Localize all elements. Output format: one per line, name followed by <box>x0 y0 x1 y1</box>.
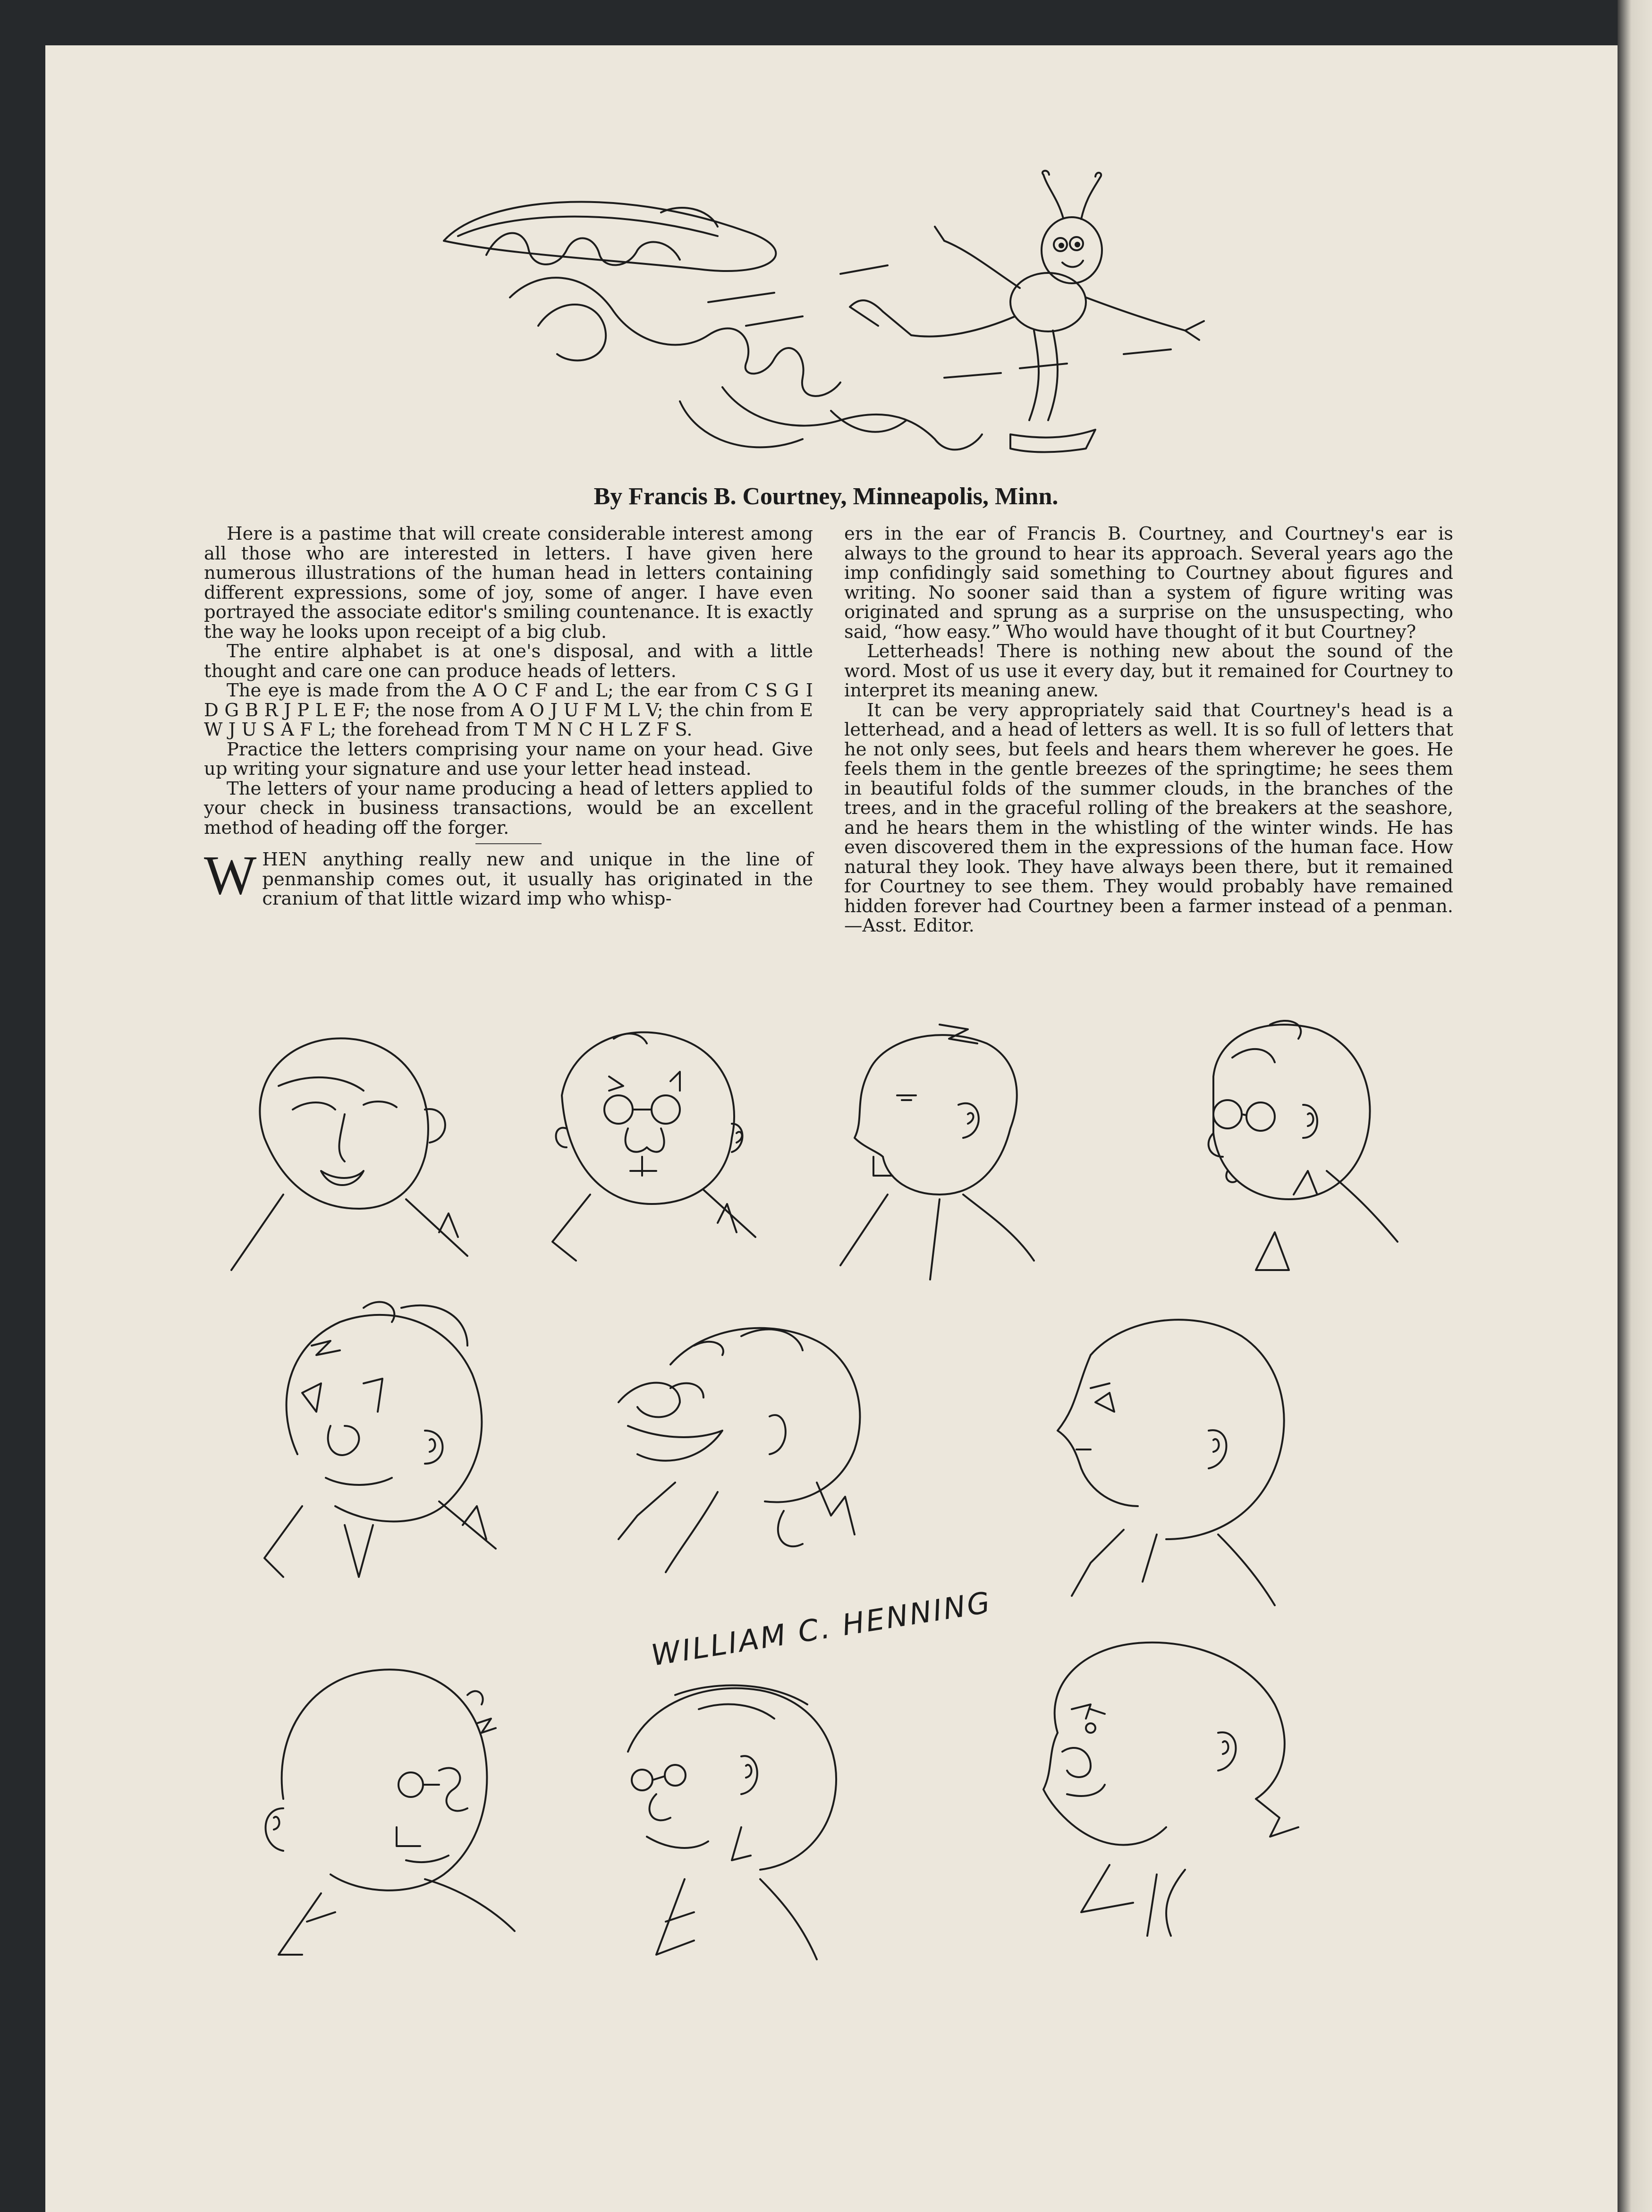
section-divider <box>475 843 542 844</box>
paragraph: The eye is made from the A O C F and L; the ear from C S G I D G B R J P L E F; the nose from A O J U F M L V; the chin from E W J U S A F L; the forehead from T M N C H L Z F S. <box>204 680 813 740</box>
letter-heads-illustrations <box>203 1015 1478 2077</box>
dropcap-letter: W <box>204 844 257 906</box>
left-text-column <box>204 524 813 909</box>
paragraph: The entire alphabet is at one's disposal, and with a little thought and care one can produce heads of letters. <box>204 641 813 682</box>
dropcap-paragraph <box>204 844 813 909</box>
paragraph: Here is a pastime that will create considerable interest among all those who are interested in letters. I have given here numerous illustrations of the human head in letters containing different expressions, some of joy, some of anger. I have even portrayed the associate editor's smiling countenance. It is exactly the way he looks upon receipt of a big club. <box>204 523 813 643</box>
head-drawing-9 <box>628 1686 836 1959</box>
page-edge <box>1618 0 1652 2212</box>
head-drawing-3 <box>840 1025 1034 1280</box>
head-drawing-2 <box>552 1032 755 1261</box>
right-text-column <box>844 524 1453 936</box>
head-drawing-8 <box>266 1670 515 1955</box>
byline: By Francis B. Courtney, Minneapolis, Minn. <box>593 483 1059 510</box>
paragraph: The letters of your name producing a head of letters applied to your check in business transactions, would be an excellent method of heading off the forger. <box>204 778 813 839</box>
letter-heads-title-illustration <box>415 156 1228 486</box>
dropcap-paragraph-text: HEN anything really new and unique in the line of penmanship comes out, it usually has originated in the cranium of that little wizard imp who whisp- <box>262 849 813 909</box>
illustrator-signature: WILLIAM C. HENNING <box>649 1585 994 1673</box>
head-drawing-7 <box>1058 1320 1284 1605</box>
head-drawing-4 <box>1209 1021 1398 1270</box>
head-drawing-6 <box>618 1328 860 1572</box>
head-drawing-10 <box>1043 1643 1298 1936</box>
head-drawing-5 <box>264 1302 496 1577</box>
paragraph: Letterheads! There is nothing new about the sound of the word. Most of us use it every day, but it remained for Courtney to interpret its meaning anew. <box>844 641 1453 701</box>
paragraph: ers in the ear of Francis B. Courtney, and Courtney's ear is always to the ground to hear its approach. Several years ago the imp confidingly said something to Courtney about figures and writing. No sooner said than a system of figure writing was originated and sprung as a surprise on the unsuspecting, who said, “how easy.” Who would have thought of it but Courtney? <box>844 523 1453 643</box>
paragraph: It can be very appropriately said that Courtney's head is a letterhead, and a head of letters as well. It is so full of letters that he not only sees, but feels and hears them wherever he goes. He feels them in the gentle breezes of the springtime; he sees them in beautiful folds of the summer clouds, in the branches of the trees, and in the graceful rolling of the breakers at the seashore, and he hears them in the whistling of the winter winds. He has even discovered them in the expressions of the human face. How natural they look. They have always been there, but it remained for Courtney to see them. They would probably have remained hidden forever had Courtney been a farmer instead of a penman.—Asst. Editor. <box>844 699 1453 936</box>
paragraph: Practice the letters comprising your name on your head. Give up writing your signature and use your letter head instead. <box>204 738 813 780</box>
head-drawing-1 <box>231 1038 467 1270</box>
